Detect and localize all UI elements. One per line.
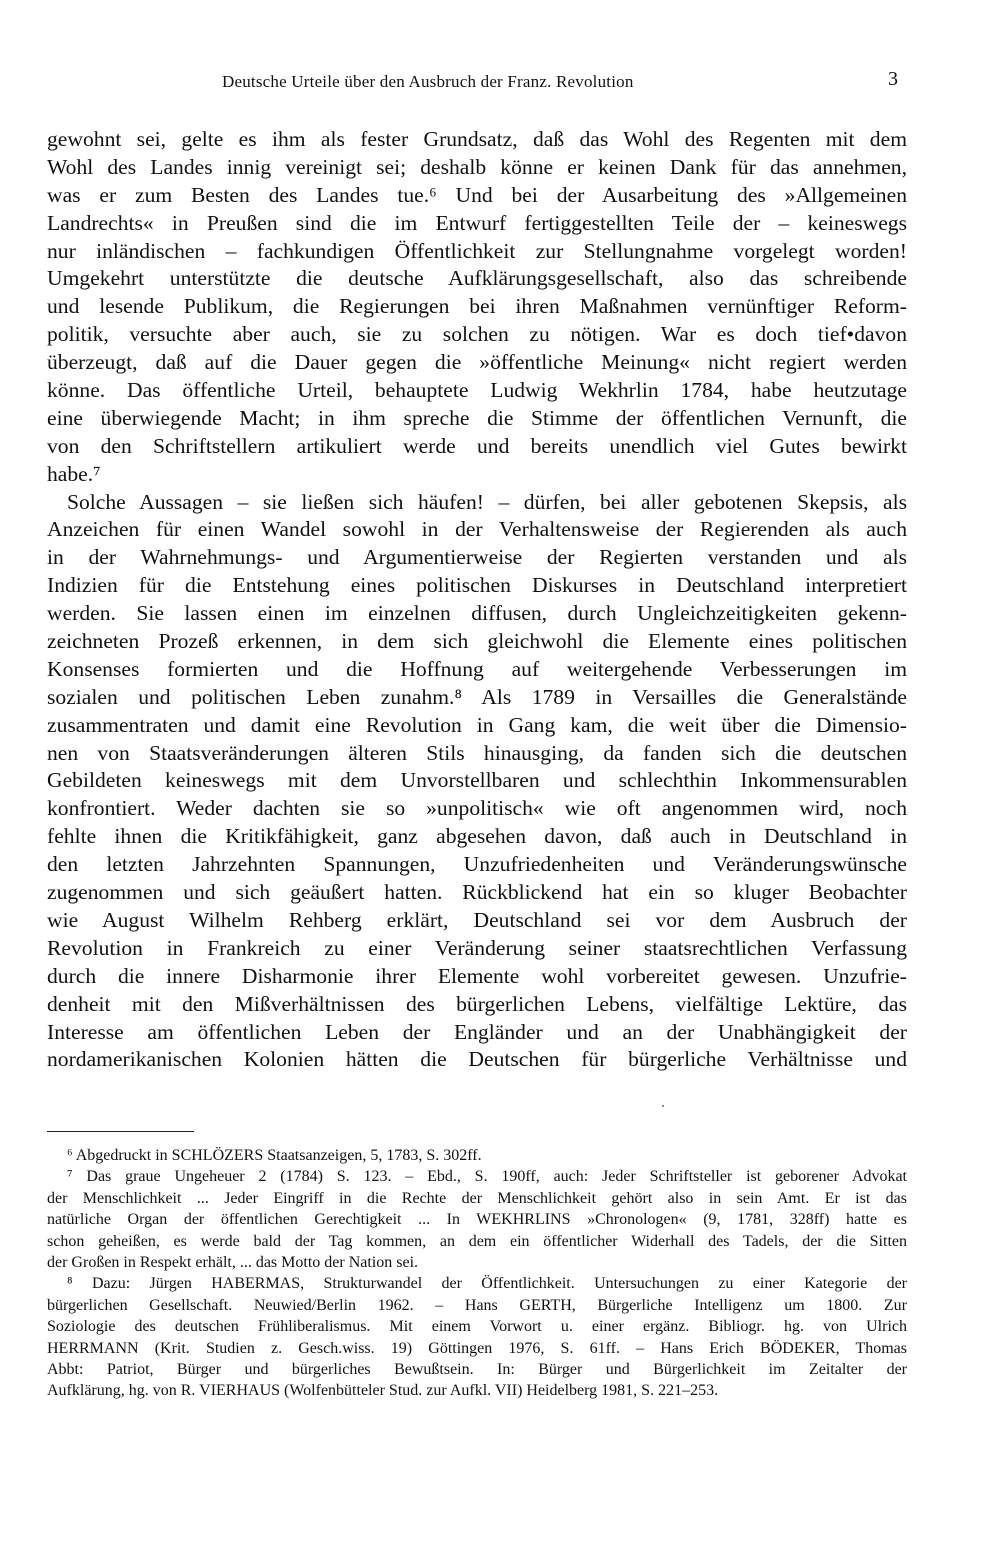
footnote-line: ⁸ Dazu: Jürgen HABERMAS, Strukturwandel der Öffentlichkeit. Untersuchungen zu einer Kategorie der (67, 1275, 907, 1293)
body-line: denheit mit den Mißverhältnissen des bürgerlichen Lebens, vielfältige Lektüre, das (47, 991, 907, 1016)
body-line: Anzeichen für einen Wandel sowohl in der Verhaltensweise der Regierenden als auch (47, 517, 907, 542)
body-line: zugenommen und sich geäußert hatten. Rückblickend hat ein so kluger Beobachter (47, 880, 907, 905)
footnote-line: schon geheißen, es werde bald der Tag kommen, an dem ein öffentlicher Widerhall des Tadels, der die Sitten (47, 1232, 907, 1250)
body-line: und lesende Publikum, die Regierungen bei ihren Maßnahmen vernünftiger Reform- (47, 294, 907, 319)
page-number: 3 (888, 68, 898, 90)
body-line: Indizien für die Entstehung eines politischen Diskurses in Deutschland interpretiert (47, 573, 907, 598)
body-line: zusammentraten und damit eine Revolution in Gang kam, die weit über die Dimensio- (47, 712, 907, 737)
body-line: konfrontiert. Weder dachten sie so »unpolitisch« wie oft angenommen wird, noch (47, 796, 907, 821)
printing-speck (662, 1105, 664, 1107)
footnote-line: Soziologie des deutschen Frühliberalismus. Mit einem Vorwort u. einer ergänz. Bibliogr. hg. von Ulrich (47, 1318, 907, 1336)
body-line: wie August Wilhelm Rehberg erklärt, Deutschland sei vor dem Ausbruch der (47, 907, 907, 932)
body-line: könne. Das öffentliche Urteil, behauptete Ludwig Wekhrlin 1784, habe heutzutage (47, 378, 907, 403)
footnote-line: Aufklärung, hg. von R. VIERHAUS (Wolfenbütteler Stud. zur Aufkl. VII) Heidelberg 1981, S. 221–253. (47, 1382, 719, 1400)
body-line: gewohnt sei, gelte es ihm als fester Grundsatz, daß das Wohl des Regenten mit dem (47, 127, 907, 151)
body-line: von den Schriftstellern artikuliert werde und bereits unendlich viel Gutes bewirkt (47, 433, 907, 458)
footnote-separator (47, 1131, 194, 1132)
body-line: politik, versuchte aber auch, sie zu solchen zu nötigen. War es doch tief•davon (47, 322, 907, 347)
body-line: Konsenses formierten und die Hoffnung auf weitergehende Verbesserungen im (47, 656, 907, 681)
body-line: überzeugt, daß auf die Dauer gegen die »öffentliche Meinung« nicht regiert werden (47, 350, 907, 375)
body-line: in der Wahrnehmungs- und Argumentierweise der Regierten verstanden und als (47, 545, 907, 570)
body-line: Revolution in Frankreich zu einer Veränderung seiner staatsrechtlichen Verfassung (47, 935, 907, 960)
body-line: eine überwiegende Macht; in ihm spreche die Stimme der öffentlichen Vernunft, die (47, 405, 907, 430)
running-header: Deutsche Urteile über den Ausbruch der Franz. Revolution (222, 72, 634, 91)
footnote-line: HERRMANN (Krit. Studien z. Gesch.wiss. 19) Göttingen 1976, S. 61ff. – Hans Erich BÖDEKER, Thomas (47, 1339, 907, 1357)
body-line: Landrechts« in Preußen sind die im Entwurf fertiggestellten Teile der – keineswegs (47, 210, 907, 235)
footnote-line: bürgerlichen Gesellschaft. Neuwied/Berlin 1962. – Hans GERTH, Bürgerliche Intelligenz um 1800. Zur (47, 1296, 907, 1314)
body-line: habe.⁷ (47, 461, 101, 486)
body-line: Wohl des Landes innig vereinigt sei; deshalb könne er keinen Dank für das annehmen, (47, 154, 907, 179)
body-line: werden. Sie lassen einen im einzelnen diffusen, durch Ungleichzeitigkeiten gekenn- (47, 601, 907, 626)
footnote-line: natürliche Organ der öffentlichen Gerechtigkeit ... In WEKHRLINS »Chronologen« (9, 1781, 328ff) hatte es (47, 1211, 907, 1229)
footnote-line: ⁷ Das graue Ungeheuer 2 (1784) S. 123. – Ebd., S. 190ff, auch: Jeder Schriftsteller ist geborener Advokat (67, 1168, 907, 1186)
body-line: Solche Aussagen – sie ließen sich häufen! – dürfen, bei aller gebotenen Skepsis, als (67, 489, 907, 514)
footnote-line: der Großen in Respekt erhält, ... das Motto der Nation sei. (47, 1253, 419, 1271)
footnote-line: ⁶ Abgedruckt in SCHLÖZERS Staatsanzeigen, 5, 1783, S. 302ff. (67, 1147, 482, 1164)
body-line: Gebildeten keineswegs mit dem Unvorstellbaren und schlechthin Inkommensurablen (47, 768, 907, 793)
body-line: den letzten Jahrzehnten Spannungen, Unzufriedenheiten und Veränderungswünsche (47, 852, 907, 877)
footnote-line: Abbt: Patriot, Bürger und bürgerliches Bewußtsein. In: Bürger und Bürgerlichkeit im Zeitalter der (47, 1360, 907, 1378)
body-line: nordamerikanischen Kolonien hätten die Deutschen für bürgerliche Verhältnisse und (47, 1047, 907, 1072)
footnotes (47, 1145, 907, 1402)
body-line: Interesse am öffentlichen Leben der Engländer und an der Unabhängigkeit der (47, 1019, 907, 1044)
body-line: sozialen und politischen Leben zunahm.⁸ Als 1789 in Versailles die Generalstände (47, 684, 907, 709)
body-line: zeichneten Prozeß erkennen, in dem sich gleichwohl die Elemente eines politischen (47, 629, 907, 654)
body-line: durch die innere Disharmonie ihrer Elemente wohl vorbereitet gewesen. Unzufrie- (47, 963, 907, 988)
body-line: Umgekehrt unterstützte die deutsche Aufklärungsgesellschaft, also das schreibende (47, 266, 907, 291)
body-text (47, 126, 907, 1074)
body-line: was er zum Besten des Landes tue.⁶ Und bei der Ausarbeitung des »Allgemeinen (47, 182, 907, 207)
body-line: fehlte ihnen die Kritikfähigkeit, ganz abgesehen davon, daß auch in Deutschland in (47, 824, 907, 849)
body-line: nen von Staatsveränderungen älteren Stils hinausging, da fanden sich die deutschen (47, 740, 907, 765)
body-line: nur inländischen – fachkundigen Öffentlichkeit zur Stellungnahme vorgelegt worden! (47, 238, 907, 263)
footnote-line: der Menschlichkeit ... Jeder Eingriff in die Rechte der Menschlichkeit gehört also in sein Amt. Er ist das (47, 1189, 907, 1207)
